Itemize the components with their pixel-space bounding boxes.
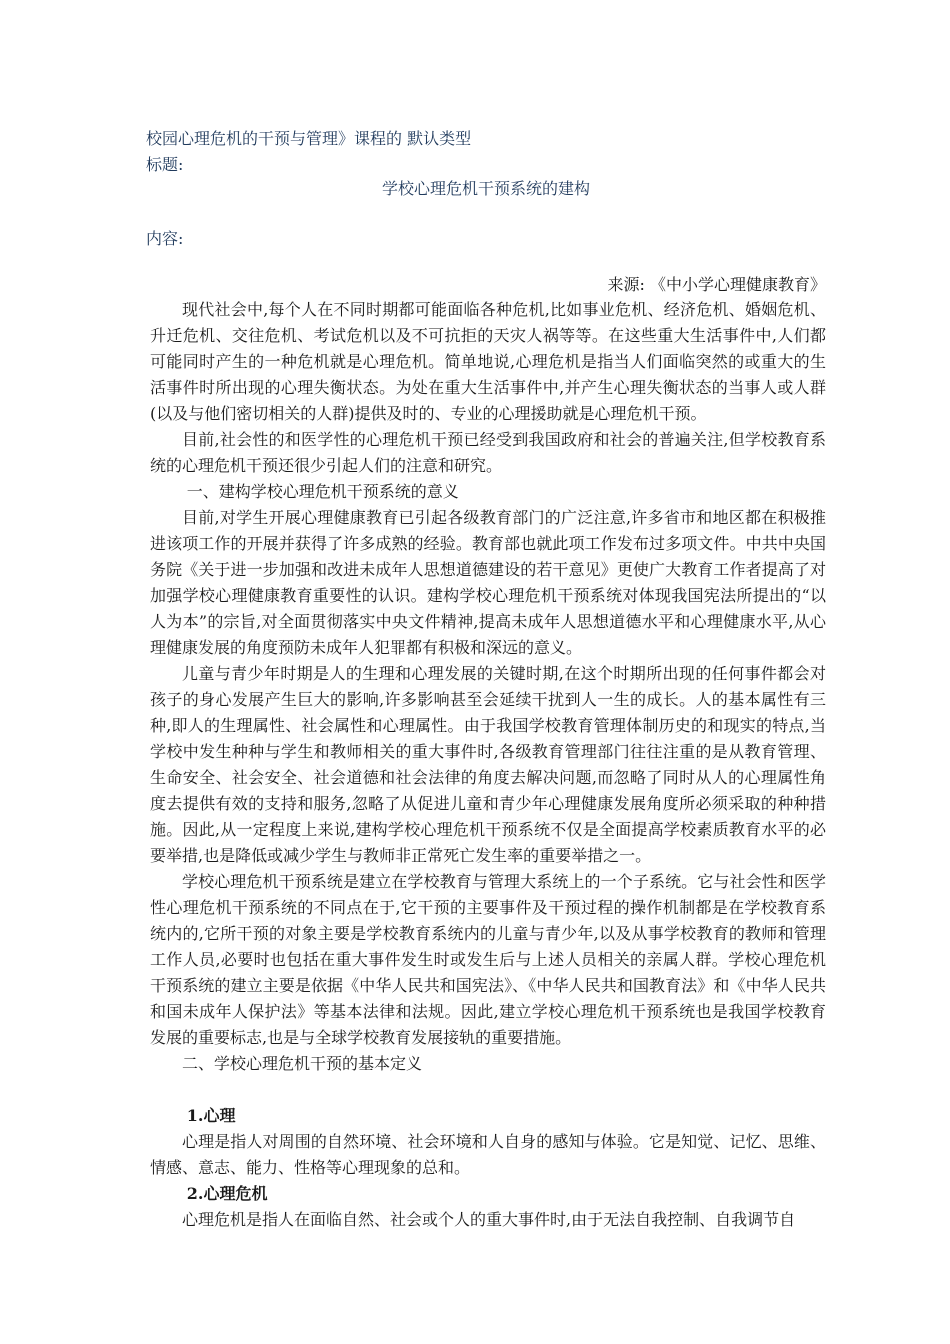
- paragraph-4: 儿童与青少年时期是人的生理和心理发展的关键时期,在这个时期所出现的任何事件都会对孩子的身心发展产生巨大的影响,许多影响甚至会延续干扰到人一生的成长。人的基本属性有三种,即人的生理属性、社会属性和心理属性。由于我国学校教育管理体制历史的和现实的特点,当学校中发生种种与学生和教师相关的重大事件时,各级教育管理部门往往注重的是从教育管理、生命安全、社会安全、社会道德和社会法律的角度去解决问题,而忽略了同时从人的心理属性角度去提供有效的支持和服务,忽略了从促进儿童和青少年心理健康发展角度所必须采取的种种措施。因此,从一定程度上来说,建构学校心理危机干预系统不仅是全面提高学校素质教育水平的必要举措,也是降低或减少学生与教师非正常死亡发生率的重要举措之一。: [150, 664, 826, 865]
- spacer: [150, 1077, 826, 1103]
- subheading-1: 1.心理: [186, 1106, 236, 1125]
- section-heading-2: 二、学校心理危机干预的基本定义: [182, 1054, 423, 1073]
- title-label: 标题:: [146, 155, 184, 174]
- source-line: 来源: 《中小学心理健康教育》: [607, 275, 826, 294]
- content-label: 内容:: [146, 229, 184, 248]
- subheading-2: 2.心理危机: [186, 1184, 268, 1203]
- document-header: [146, 126, 826, 178]
- paragraph-3: 目前,对学生开展心理健康教育已引起各级教育部门的广泛注意,许多省市和地区都在积极推进该项工作的开展并获得了许多成熟的经验。教育部也就此项工作发布过多项文件。中共中央国务院《关于进一步加强和改进未成年人思想道德建设的若干意见》更使广大教育工作者提高了对加强学校心理健康教育重要性的认识。建构学校心理危机干预系统对体现我国宪法所提出的“以人为本”的宗旨,对全面贯彻落实中央文件精神,提高未成年人思想道德水平和心理健康水平,从心理健康发展的角度预防未成年人犯罪都有积极和深远的意义。: [150, 508, 826, 657]
- paragraph-5: 学校心理危机干预系统是建立在学校教育与管理大系统上的一个子系统。它与社会性和医学性心理危机干预系统的不同点在于,它干预的主要事件及干预过程的操作机制都是在学校教育系统内的,它所干预的对象主要是学校教育系统内的儿童与青少年,以及从事学校教育的教师和管理工作人员,必要时也包括在重大事件发生时或发生后与上述人员相关的亲属人群。学校心理危机干预系统的建立主要是依据《中华人民共和国宪法》、《中华人民共和国教育法》和《中华人民共和国未成年人保护法》等基本法律和法规。因此,建立学校心理危机干预系统也是我国学校教育发展的重要标志,也是与全球学校教育发展接轨的重要措施。: [150, 872, 826, 1047]
- article-body: [150, 297, 826, 1233]
- section-heading-1: 一、建构学校心理危机干预系统的意义: [186, 482, 459, 501]
- paragraph-6: 心理是指人对周围的自然环境、社会环境和人自身的感知与体验。它是知觉、记忆、思维、情感、意志、能力、性格等心理现象的总和。: [150, 1132, 826, 1177]
- paragraph-1: 现代社会中,每个人在不同时期都可能面临各种危机,比如事业危机、经济危机、婚姻危机、升迁危机、交往危机、考试危机以及不可抗拒的天灾人祸等等。在这些重大生活事件中,人们都可能同时产生的一种危机就是心理危机。简单地说,心理危机是指当人们面临突然的或重大的生活事件时所出现的心理失衡状态。为处在重大生活事件中,并产生心理失衡状态的当事人或人群(以及与他们密切相关的人群)提供及时的、专业的心理援助就是心理危机干预。: [150, 300, 826, 423]
- paragraph-2: 目前,社会性的和医学性的心理危机干预已经受到我国政府和社会的普遍关注,但学校教育系统的心理危机干预还很少引起人们的注意和研究。: [150, 430, 826, 475]
- article-title: 学校心理危机干预系统的建构: [381, 179, 590, 198]
- paragraph-7: 心理危机是指人在面临自然、社会或个人的重大事件时,由于无法自我控制、自我调节自: [182, 1210, 796, 1229]
- course-line: 校园心理危机的干预与管理》课程的 默认类型: [146, 129, 472, 148]
